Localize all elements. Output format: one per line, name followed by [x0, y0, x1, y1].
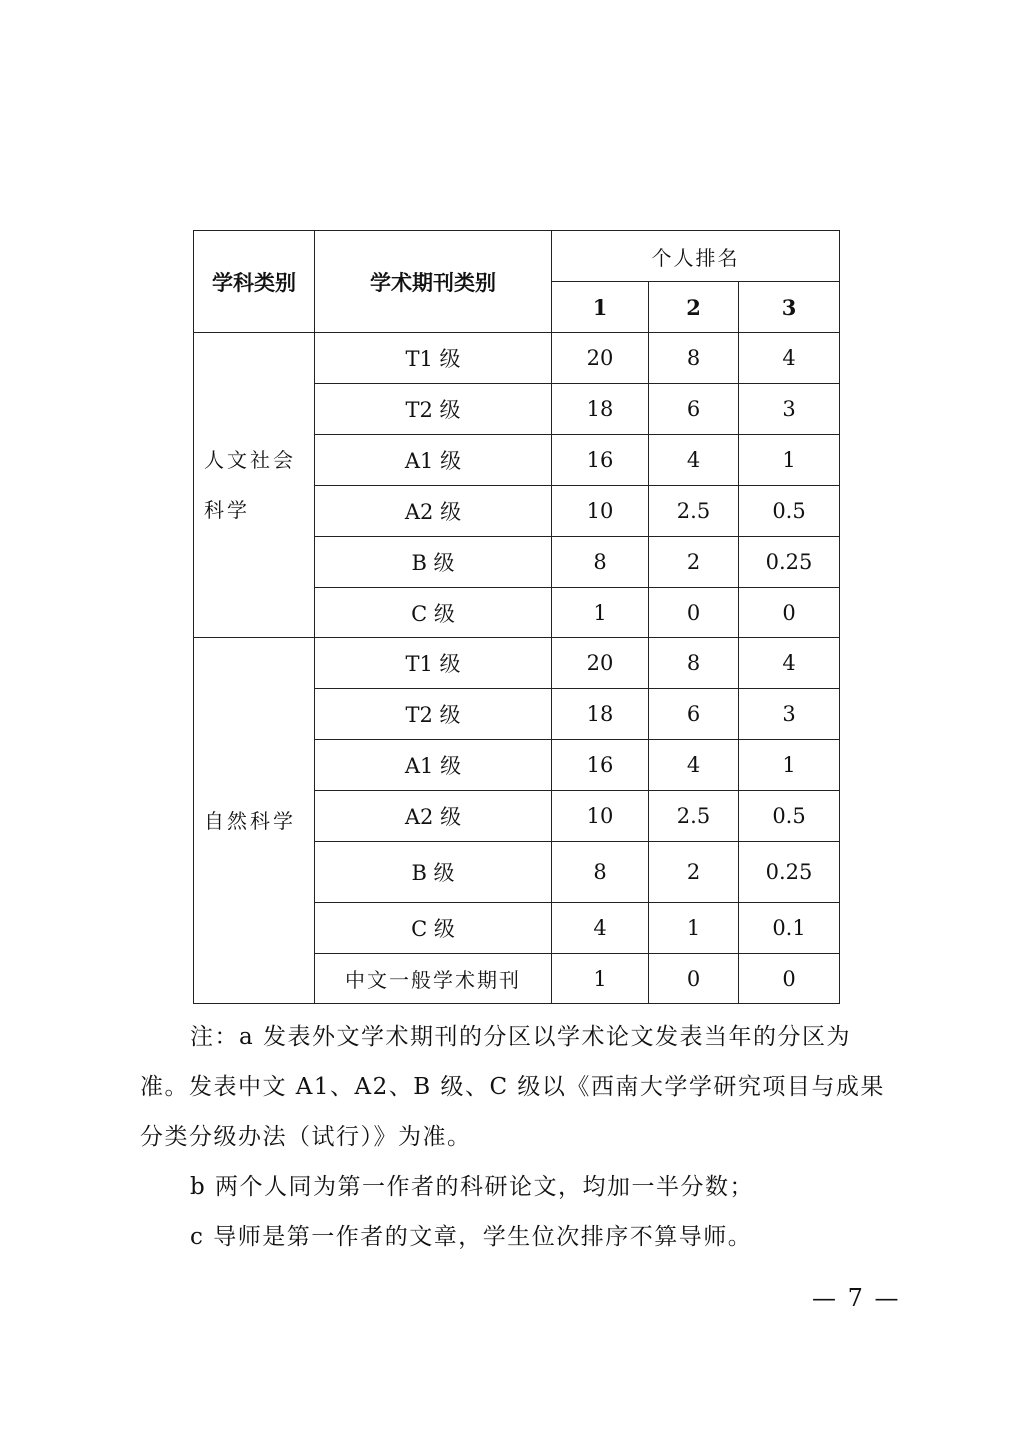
journal-cell: C 级	[315, 588, 552, 638]
score-cell: 1	[739, 740, 840, 791]
score-cell: 0	[649, 954, 739, 1004]
score-cell: 2	[649, 537, 739, 588]
header-rank-2: 2	[649, 282, 739, 333]
journal-cell: C 级	[315, 903, 552, 954]
score-cell: 8	[649, 638, 739, 689]
notes	[140, 1012, 900, 1262]
score-cell: 2.5	[649, 791, 739, 842]
header-subject-category: 学科类别	[194, 231, 315, 333]
score-cell: 18	[552, 689, 649, 740]
score-cell: 4	[649, 740, 739, 791]
journal-cell: A2 级	[315, 791, 552, 842]
score-cell: 6	[649, 689, 739, 740]
journal-cell: 中文一般学术期刊	[315, 954, 552, 1004]
score-cell: 16	[552, 435, 649, 486]
score-cell: 1	[739, 435, 840, 486]
score-cell: 0.25	[739, 842, 840, 903]
score-cell: 16	[552, 740, 649, 791]
journal-cell: A2 级	[315, 486, 552, 537]
header-rank-3: 3	[739, 282, 840, 333]
score-cell: 6	[649, 384, 739, 435]
table-row	[194, 638, 840, 689]
score-cell: 4	[739, 638, 840, 689]
score-cell: 3	[739, 689, 840, 740]
category-natural-science: 自然科学	[194, 638, 315, 1004]
score-cell: 2.5	[649, 486, 739, 537]
score-cell: 1	[649, 903, 739, 954]
score-cell: 10	[552, 791, 649, 842]
score-cell: 0.1	[739, 903, 840, 954]
journal-cell: T1 级	[315, 638, 552, 689]
note-a: 注：a 发表外文学术期刊的分区以学术论文发表当年的分区为准。发表中文 A1、A2、B 级、C 级以《西南大学学研究项目与成果分类分级办法（试行）》为准。	[140, 1024, 885, 1150]
score-cell: 18	[552, 384, 649, 435]
score-cell: 0	[739, 588, 840, 638]
score-cell: 8	[649, 333, 739, 384]
score-cell: 2	[649, 842, 739, 903]
score-cell: 10	[552, 486, 649, 537]
journal-cell: B 级	[315, 842, 552, 903]
journal-cell: T1 级	[315, 333, 552, 384]
journal-cell: T2 级	[315, 384, 552, 435]
score-cell: 1	[552, 954, 649, 1004]
score-cell: 0.5	[739, 791, 840, 842]
header-journal-category: 学术期刊类别	[315, 231, 552, 333]
note-c: c 导师是第一作者的文章，学生位次排序不算导师。	[190, 1224, 753, 1250]
score-cell: 8	[552, 842, 649, 903]
score-table	[193, 230, 840, 1004]
header-personal-rank: 个人排名	[552, 231, 840, 282]
note-b: b 两个人同为第一作者的科研论文，均加一半分数；	[190, 1174, 755, 1200]
score-cell: 0	[649, 588, 739, 638]
page-number: — 7 —	[812, 1284, 901, 1312]
table-row	[194, 333, 840, 384]
score-cell: 4	[739, 333, 840, 384]
journal-cell: B 级	[315, 537, 552, 588]
score-cell: 20	[552, 333, 649, 384]
category-humanities: 人文社会科学	[194, 333, 315, 638]
score-cell: 4	[649, 435, 739, 486]
score-cell: 8	[552, 537, 649, 588]
score-cell: 3	[739, 384, 840, 435]
score-cell: 0	[739, 954, 840, 1004]
score-cell: 0.25	[739, 537, 840, 588]
score-cell: 4	[552, 903, 649, 954]
journal-cell: A1 级	[315, 740, 552, 791]
score-cell: 1	[552, 588, 649, 638]
score-cell: 20	[552, 638, 649, 689]
journal-cell: T2 级	[315, 689, 552, 740]
score-cell: 0.5	[739, 486, 840, 537]
journal-cell: A1 级	[315, 435, 552, 486]
header-rank-1: 1	[552, 282, 649, 333]
